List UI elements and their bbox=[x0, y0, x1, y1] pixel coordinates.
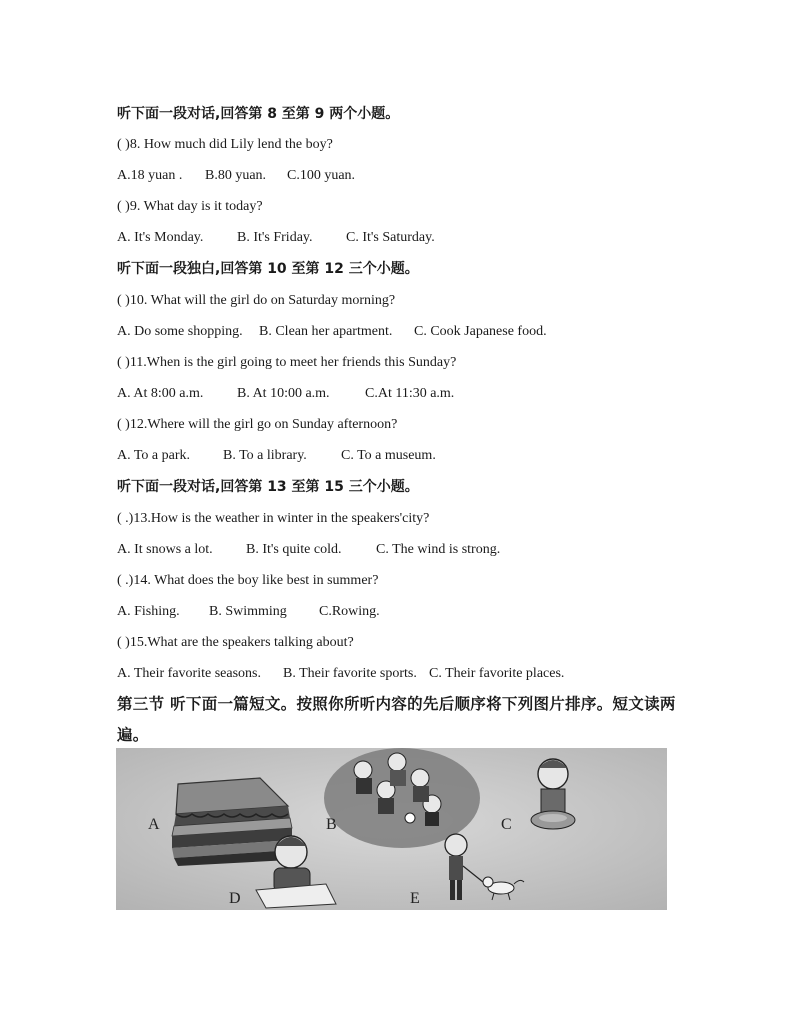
option-c: C.At 11:30 a.m. bbox=[365, 386, 455, 401]
question-12: ( )12.Where will the girl go on Sunday afternoon? bbox=[117, 417, 398, 432]
question-11: ( )11.When is the girl going to meet her friends this Sunday? bbox=[117, 355, 457, 370]
picture-illustrations bbox=[116, 748, 667, 910]
option-b: B. To a library. bbox=[223, 448, 307, 463]
question-14-options bbox=[117, 602, 380, 622]
question-10: ( )10. What will the girl do on Saturday morning? bbox=[117, 293, 396, 308]
question-10-options bbox=[117, 322, 547, 342]
section-3-heading: 第三节 听下面一篇短文。按照你所听内容的先后顺序将下列图片排序。短文读两 bbox=[117, 695, 676, 713]
option-c: C.Rowing. bbox=[319, 604, 380, 619]
option-b: B.80 yuan. bbox=[205, 168, 267, 183]
question-8: ( )8. How much did Lily lend the boy? bbox=[117, 137, 333, 152]
picture-label-e: E bbox=[410, 890, 420, 907]
question-13: ( .)13.How is the weather in winter in the speakers'city? bbox=[117, 511, 430, 526]
question-11-options bbox=[117, 384, 454, 404]
question-8-options bbox=[117, 166, 355, 186]
sandwich-picture bbox=[172, 778, 292, 866]
option-c: C. Cook Japanese food. bbox=[414, 324, 547, 339]
question-15: ( )15.What are the speakers talking about? bbox=[117, 635, 354, 650]
option-b: B. Swimming bbox=[209, 604, 287, 619]
question-13-options bbox=[117, 540, 500, 560]
option-a: A. At 8:00 a.m. bbox=[117, 386, 204, 401]
option-a: A. Do some shopping. bbox=[117, 324, 243, 339]
picture-label-c: C bbox=[501, 816, 512, 833]
option-a: A. It's Monday. bbox=[117, 230, 204, 245]
option-c: C.100 yuan. bbox=[287, 168, 356, 183]
section-heading-q10-12: 听下面一段独白,回答第 10 至第 12 三个小题。 bbox=[117, 261, 419, 277]
picture-sequence-image bbox=[116, 748, 667, 910]
section-heading-q13-15: 听下面一段对话,回答第 13 至第 15 三个小题。 bbox=[117, 479, 419, 495]
question-12-options bbox=[117, 446, 436, 466]
option-b: B. At 10:00 a.m. bbox=[237, 386, 330, 401]
section-3-heading-cont: 遍。 bbox=[117, 726, 149, 744]
children-playing-picture bbox=[324, 748, 480, 848]
option-a: A.18 yuan . bbox=[117, 168, 183, 183]
option-b: B. Clean her apartment. bbox=[259, 324, 393, 339]
question-9: ( )9. What day is it today? bbox=[117, 199, 263, 214]
option-b: B. Their favorite sports. bbox=[283, 666, 417, 681]
option-c: C. To a museum. bbox=[341, 448, 436, 463]
picture-label-a: A bbox=[148, 816, 160, 833]
option-b: B. It's quite cold. bbox=[246, 542, 342, 557]
section-heading-q8-9: 听下面一段对话,回答第 8 至第 9 两个小题。 bbox=[117, 106, 400, 122]
option-a: A. It snows a lot. bbox=[117, 542, 213, 557]
question-15-options bbox=[117, 664, 564, 684]
option-c: C. The wind is strong. bbox=[376, 542, 501, 557]
option-c: C. Their favorite places. bbox=[429, 666, 565, 681]
picture-label-d: D bbox=[229, 890, 241, 907]
question-14: ( .)14. What does the boy like best in summer? bbox=[117, 573, 379, 588]
option-a: A. Fishing. bbox=[117, 604, 180, 619]
option-a: A. Their favorite seasons. bbox=[117, 666, 261, 681]
option-a: A. To a park. bbox=[117, 448, 191, 463]
option-c: C. It's Saturday. bbox=[346, 230, 435, 245]
question-9-options bbox=[117, 228, 435, 248]
picture-label-b: B bbox=[326, 816, 337, 833]
option-b: B. It's Friday. bbox=[237, 230, 313, 245]
